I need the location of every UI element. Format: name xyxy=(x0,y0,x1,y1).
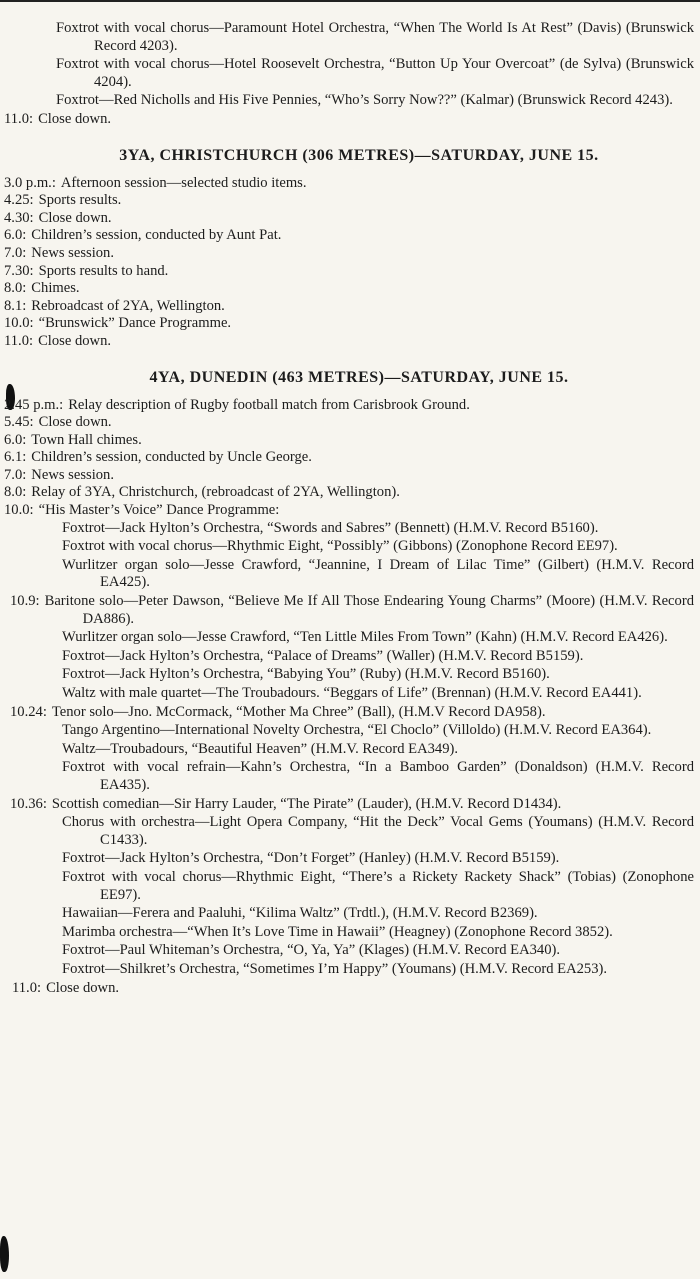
list-item: Foxtrot—Jack Hylton’s Orchestra, “Don’t Forget” (Hanley) (H.M.V. Record B5159). xyxy=(62,850,560,867)
time-label: 5.45: xyxy=(4,414,34,431)
schedule-row xyxy=(4,210,694,228)
schedule-row xyxy=(4,175,694,193)
schedule-row xyxy=(4,263,694,281)
time-label: 10.0: xyxy=(4,315,34,332)
list-item: Foxtrot with vocal refrain—Kahn’s Orchestra, “In a Bamboo Garden” (Donaldson) (H.M.V. Record EA435). xyxy=(62,759,694,793)
time-label: 7.0: xyxy=(4,466,27,483)
list-item: Wurlitzer organ solo—Jesse Crawford, “Ten Little Miles From Town” (Kahn) (H.M.V. Record EA426). xyxy=(62,629,668,646)
schedule-text: News session. xyxy=(31,244,114,261)
schedule-row xyxy=(4,796,694,815)
schedule-text: Afternoon session—selected studio items. xyxy=(60,174,307,191)
schedule-text: Children’s session, conducted by Uncle George. xyxy=(31,449,312,466)
schedule-text: Close down. xyxy=(38,332,112,349)
list-item: Foxtrot with vocal chorus—Rhythmic Eight, “Possibly” (Gibbons) (Zonophone Record EE97). xyxy=(62,538,618,555)
schedule-row xyxy=(4,449,694,467)
schedule-row xyxy=(4,484,694,502)
schedule-row xyxy=(4,280,694,298)
schedule-row xyxy=(4,298,694,316)
time-label: 2.45 p.m.: xyxy=(4,396,64,413)
station-heading: 3YA, CHRISTCHURCH (306 METRES)—SATURDAY, JUNE 15. xyxy=(119,146,599,164)
list-item: Foxtrot with vocal chorus—Hotel Roosevelt Orchestra, “Button Up Your Overcoat” (de Sylva) (Brunswick 4204). xyxy=(56,56,694,90)
time-label: 3.0 p.m.: xyxy=(4,174,56,191)
schedule-row xyxy=(4,333,694,351)
list-item: Foxtrot with vocal chorus—Paramount Hotel Orchestra, “When The World Is At Rest” (Davis) (Brunswick Record 4203). xyxy=(56,20,694,54)
time-label: 6.0: xyxy=(4,227,27,244)
time-label: 7.0: xyxy=(4,244,27,261)
schedule-text: Close down. xyxy=(38,209,112,226)
schedule-text: Close down. xyxy=(46,979,120,996)
schedule-text: “Brunswick” Dance Programme. xyxy=(38,315,232,332)
list-item: Marimba orchestra—“When It’s Love Time in Hawaii” (Heagney) (Zonophone Record 3852). xyxy=(62,923,613,940)
schedule-text: Sports results. xyxy=(38,192,122,209)
schedule-row xyxy=(4,414,694,432)
programme-items xyxy=(62,814,694,978)
list-item: Chorus with orchestra—Light Opera Company, “Hit the Deck” Vocal Gems (Youmans) (H.M.V. Record C1433). xyxy=(62,814,694,848)
schedule-text: Scottish comedian—Sir Harry Lauder, “The Pirate” (Lauder), (H.M.V. Record D1434). xyxy=(51,795,562,812)
station-heading: 4YA, DUNEDIN (463 METRES)—SATURDAY, JUNE 15. xyxy=(149,368,569,386)
schedule-row xyxy=(4,502,694,520)
station-3ya xyxy=(4,147,694,351)
schedule-row xyxy=(4,980,694,998)
top-rule xyxy=(0,0,700,6)
time-label: 10.0: xyxy=(4,502,34,519)
schedule-row xyxy=(4,192,694,210)
list-item: Waltz—Troubadours, “Beautiful Heaven” (H.M.V. Record EA349). xyxy=(62,740,459,757)
schedule-row xyxy=(4,593,694,629)
time-label: 8.0: xyxy=(4,484,27,501)
schedule-row xyxy=(4,704,694,723)
schedule-row xyxy=(4,227,694,245)
schedule-row xyxy=(4,432,694,450)
schedule-text: Relay of 3YA, Christchurch, (rebroadcast of 2YA, Wellington). xyxy=(31,484,400,501)
schedule-text: Relay description of Rugby football match from Carisbrook Ground. xyxy=(68,396,470,413)
list-item: Foxtrot—Jack Hylton’s Orchestra, “Swords and Sabres” (Bennett) (H.M.V. Record B5160). xyxy=(62,519,599,536)
ink-blot xyxy=(0,1236,9,1272)
schedule-text: Sports results to hand. xyxy=(38,262,169,279)
list-item: Foxtrot—Shilkret’s Orchestra, “Sometimes I’m Happy” (Youmans) (H.M.V. Record EA253). xyxy=(62,960,608,977)
list-item: Foxtrot—Jack Hylton’s Orchestra, “Palace of Dreams” (Waller) (H.M.V. Record B5159). xyxy=(62,647,584,664)
continued-block xyxy=(4,20,694,129)
schedule-text: “His Master’s Voice” Dance Programme: xyxy=(38,502,280,519)
schedule-text: Town Hall chimes. xyxy=(31,431,142,448)
list-item: Waltz with male quartet—The Troubadours. “Beggars of Life” (Brennan) (H.M.V. Record EA441). xyxy=(62,685,642,701)
list-item: Wurlitzer organ solo—Jesse Crawford, “Jeannine, I Dream of Lilac Time” (Gilbert) (H.M.V. Record EA425). xyxy=(62,556,694,591)
schedule-row xyxy=(4,111,694,129)
time-label: 7.30: xyxy=(4,262,34,279)
list-item: Foxtrot with vocal chorus—Rhythmic Eight, “There’s a Rickety Rackety Shack” (Tobias) (Zonophone EE97). xyxy=(62,868,694,903)
schedule-text: Close down. xyxy=(38,414,112,431)
programme-items xyxy=(62,629,694,702)
schedule-text: Tenor solo—Jno. McCormack, “Mother Ma Chree” (Ball), (H.M.V Record DA958). xyxy=(51,703,546,720)
schedule-text: Baritone solo—Peter Dawson, “Believe Me If All Those Endearing Young Charms” (Moore) (H.M.V. Record DA886). xyxy=(44,593,694,627)
list-item: Foxtrot—Red Nicholls and His Five Pennies, “Who’s Sorry Now??” (Kalmar) (Brunswick Record 4243). xyxy=(56,92,673,109)
time-label: 10.24: xyxy=(10,703,47,720)
schedule-text: Close down. xyxy=(38,110,112,127)
schedule-row xyxy=(4,315,694,333)
time-label: 6.1: xyxy=(4,449,27,466)
list-item: Hawaiian—Ferera and Paaluhi, “Kilima Waltz” (Trdtl.), (H.M.V. Record B2369). xyxy=(62,905,538,922)
programme-items xyxy=(62,520,694,592)
time-label: 4.25: xyxy=(4,192,34,209)
time-label: 10.9: xyxy=(10,593,40,610)
time-label: 6.0: xyxy=(4,431,27,448)
schedule-row xyxy=(4,397,694,415)
time-label: 10.36: xyxy=(10,795,47,812)
time-label: 8.0: xyxy=(4,280,27,297)
schedule-text: Rebroadcast of 2YA, Wellington. xyxy=(31,297,225,314)
schedule-text: News session. xyxy=(31,466,114,483)
list-item: Foxtrot—Jack Hylton’s Orchestra, “Babying You” (Ruby) (H.M.V. Record B5160). xyxy=(62,666,550,683)
schedule-row xyxy=(4,467,694,485)
schedule-text: Chimes. xyxy=(31,280,80,297)
list-item: Tango Argentino—International Novelty Orchestra, “El Choclo” (Villoldo) (H.M.V. Record EA364). xyxy=(62,722,652,739)
programme-items xyxy=(62,722,694,794)
time-label: 11.0: xyxy=(4,332,34,349)
time-label: 11.0: xyxy=(4,110,34,127)
station-4ya xyxy=(4,369,694,998)
time-label: 8.1: xyxy=(4,297,27,314)
program-page xyxy=(4,20,694,997)
schedule-row xyxy=(4,245,694,263)
continued-items xyxy=(56,20,694,110)
time-label: 11.0: xyxy=(12,979,42,996)
schedule-text: Children’s session, conducted by Aunt Pat. xyxy=(31,227,282,244)
time-label: 4.30: xyxy=(4,209,34,226)
list-item: Foxtrot—Paul Whiteman’s Orchestra, “O, Ya, Ya” (Klages) (H.M.V. Record EA340). xyxy=(62,942,561,959)
